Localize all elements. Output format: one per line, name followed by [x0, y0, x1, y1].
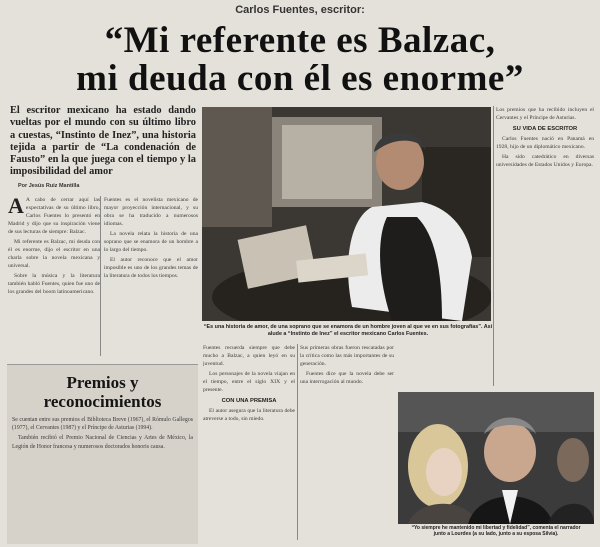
awards-title-line-2: reconocimientos — [43, 392, 162, 411]
second-photo — [398, 392, 594, 524]
body-paragraph: La novela relata la historia de una soprano que se enamora de un hombre a lo largo del tiempo. — [104, 231, 198, 253]
body-paragraph: También recibió el Premio Nacional de Ciencias y Artes de México, la Legión de Honor francesa y numerosos doctorados honoris causa. — [12, 435, 193, 450]
body-paragraph: Los premios que ha recibido incluyen el Cervantes y el Príncipe de Asturias. — [496, 107, 594, 121]
body-paragraph: A cabo de cerrar aquí las expectativas de su último libro, Carlos Fuentes lo presentó en Madrid y dijo que su inspiración viene de sus lecturas de siempre: Balzac. — [8, 197, 100, 235]
body-column-2 — [104, 196, 198, 356]
body-paragraph: Sobre la música y la literatura también habló Fuentes, quien fue uno de los grandes del boom latinoamericano. — [8, 273, 100, 295]
headline — [10, 22, 590, 98]
caption-line-1: “Yo siempre he mantenido mi libertad y fidelidad”, comenta el narrador — [411, 525, 581, 531]
headline-line-1: “Mi referente es Balzac, — [104, 20, 496, 61]
photo-couple — [398, 392, 594, 524]
lead-paragraph: El escritor mexicano ha estado dando vueltas por el mundo con su último libro a cuestas, “Instinto de Inez”, una historia tejida a partir de “La condenación de Fausto” en la que juega con el tiempo y la imposibilidad del amor — [10, 105, 196, 178]
caption-line-1: “Es una historia de amor, de una soprano que se enamora de un hombre joven al que ve en sus fotografías”. Así — [203, 324, 493, 330]
second-photo-caption — [396, 525, 596, 538]
byline: Por Jesús Ruiz Mantilla — [18, 183, 80, 189]
body-paragraph: Mi referente es Balzac, mi deuda con él es enorme, dijo el escritor en una charla sobre la novela mexicana y universal. — [8, 239, 100, 269]
body-paragraph: Fuentes es el novelista mexicano de mayor proyección internacional, y su obra se ha traducido a numerosos idiomas. — [104, 197, 198, 227]
photo-writer-reading — [202, 107, 491, 321]
body-paragraph: El autor asegura que la literatura debe atreverse a todo, sin miedo. — [203, 408, 295, 422]
body-paragraph: Sus primeras obras fueron rescatadas por la crítica como las más importantes de su generación. — [300, 345, 394, 367]
body-paragraph: Se cuentan entre sus premios el Biblioteca Breve (1967), el Rómulo Gallegos (1977), el Cervantes (1987) y el Príncipe de Asturias (1994). — [12, 417, 193, 432]
body-column-5 — [496, 106, 594, 386]
awards-title-line-1: Premios y — [66, 373, 139, 392]
body-paragraph: Ha sido catedrático en diversas universidades de Estados Unidos y Europa. — [496, 154, 594, 168]
dropcap: A — [8, 196, 24, 218]
headline-line-2: mi deuda con él es enorme” — [76, 58, 524, 99]
divider — [493, 106, 494, 386]
body-paragraph: Fuentes recuerda siempre que debe mucho a Balzac, a quien leyó en su juventud. — [203, 345, 295, 367]
caption-line-2: junto a Lourdes (a su lado, junto a su esposa Silvia). — [433, 531, 559, 538]
main-photo — [202, 107, 491, 321]
body-paragraph: Los personajes de la novela viajan en el tiempo, entre el siglo XIX y el presente. — [203, 371, 295, 393]
body-paragraph: El autor reconoce que el amor imposible es uno de los grandes temas de la literatura de todos los tiempos. — [104, 257, 198, 279]
body-column-4 — [300, 344, 394, 540]
divider — [100, 196, 101, 356]
main-photo-caption — [200, 324, 496, 338]
awards-text — [12, 416, 193, 542]
divider — [297, 344, 298, 540]
subhead: CON UNA PREMISA — [221, 398, 277, 404]
caption-line-2: alude a “Instinto de Inez” el escritor mexicano Carlos Fuentes. — [267, 331, 429, 337]
kicker: Carlos Fuentes, escritor: — [235, 4, 365, 16]
body-paragraph: Carlos Fuentes nació en Panamá en 1928, hijo de un diplomático mexicano. — [496, 136, 594, 150]
subhead: SU VIDA DE ESCRITOR — [512, 126, 578, 132]
body-paragraph: Fuentes dice que la novela debe ser una interrogación al mundo. — [300, 371, 394, 385]
body-column-3 — [203, 344, 295, 540]
body-column-1 — [8, 196, 100, 356]
awards-title — [7, 373, 198, 411]
